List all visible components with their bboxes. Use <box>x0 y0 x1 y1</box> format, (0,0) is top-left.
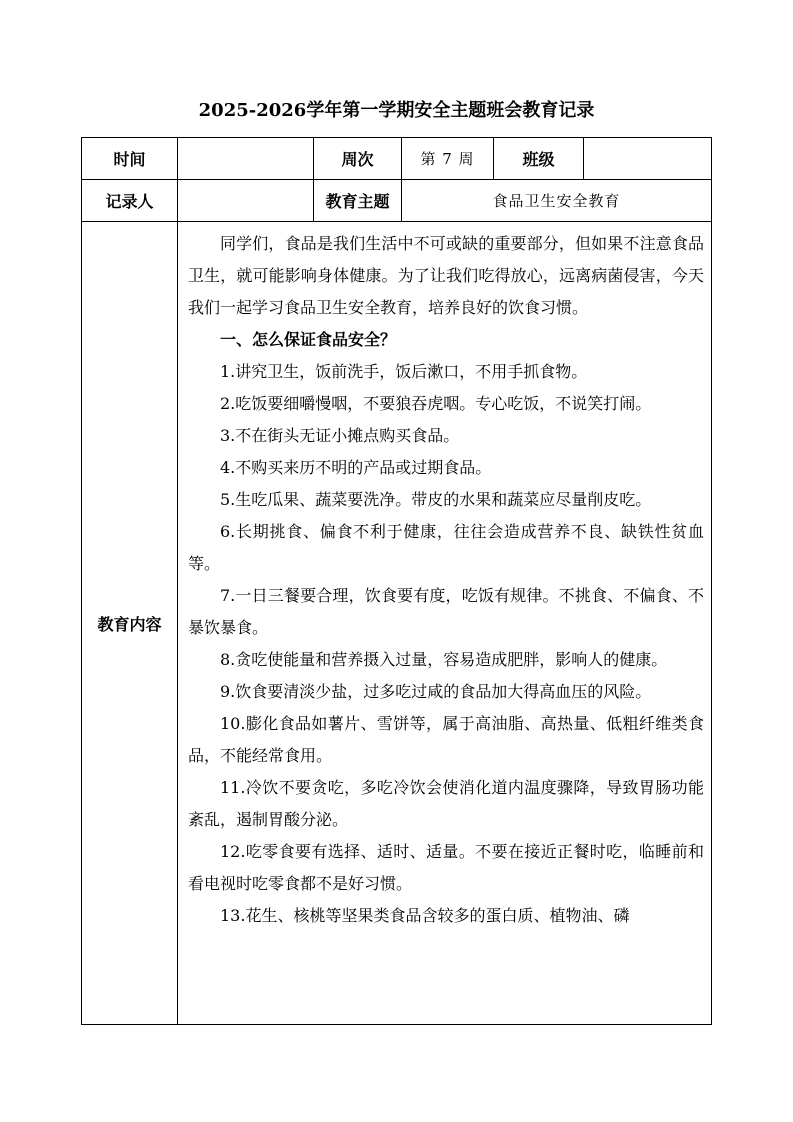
list-item: 4.不购买来历不明的产品或过期食品。 <box>220 458 492 477</box>
list-item: 2.吃饭要细嚼慢咽，不要狼吞虎咽。专心吃饭，不说笑打闹。 <box>220 394 652 413</box>
record-table <box>81 137 712 1025</box>
list-item: 3.不在街头无证小摊点购买食品。 <box>220 426 460 445</box>
time-field[interactable] <box>178 138 314 180</box>
recorder-field[interactable] <box>178 180 314 222</box>
list-item: 11.冷饮不要贪吃，多吃冷饮会使消化道内温度骤降，导致胃肠功能紊乱，遏制胃酸分泌。 <box>188 778 704 829</box>
class-label: 班级 <box>494 138 584 180</box>
list-item: 6.长期挑食、偏食不利于健康，往往会造成营养不良、缺铁性贫血等。 <box>188 522 704 573</box>
list-item: 9.饮食要清淡少盐，过多吃过咸的食品加大得高血压的风险。 <box>220 682 652 701</box>
topic-field[interactable]: 食品卫生安全教育 <box>402 180 712 222</box>
intro-paragraph: 同学们，食品是我们生活中不可或缺的重要部分，但如果不注意食品卫生，就可能影响身体健康。为了让我们吃得放心，远离病菌侵害，今天我们一起学习食品卫生安全教育，培养良好的饮食习惯。 <box>188 234 704 317</box>
row-content <box>82 222 712 1025</box>
list-item: 1.讲究卫生，饭前洗手，饭后漱口，不用手抓食物。 <box>220 362 588 381</box>
content-label: 教育内容 <box>82 222 178 1025</box>
list-item: 8.贪吃使能量和营养摄入过量，容易造成肥胖，影响人的健康。 <box>220 650 668 669</box>
topic-label: 教育主题 <box>314 180 402 222</box>
week-label: 周次 <box>314 138 402 180</box>
page-title: 2025-2026学年第一学期安全主题班会教育记录 <box>198 100 595 121</box>
list-item: 13.花生、核桃等坚果类食品含较多的蛋白质、植物油、磷 <box>220 906 630 925</box>
row-recorder-topic <box>82 180 712 222</box>
content-body[interactable] <box>178 222 712 1025</box>
section-heading: 一、怎么保证食品安全？ <box>220 330 397 349</box>
class-field[interactable] <box>584 138 712 180</box>
row-time-week-class <box>82 138 712 180</box>
time-label: 时间 <box>82 138 178 180</box>
week-field[interactable]: 第 7 周 <box>402 138 494 180</box>
list-item: 10.膨化食品如薯片、雪饼等，属于高油脂、高热量、低粗纤维类食品，不能经常食用。 <box>188 714 704 765</box>
list-item: 12.吃零食要有选择、适时、适量。不要在接近正餐时吃，临睡前和看电视时吃零食都不是好习惯。 <box>188 842 704 893</box>
list-item: 7.一日三餐要合理，饮食要有度，吃饭有规律。不挑食、不偏食、不暴饮暴食。 <box>188 586 704 637</box>
recorder-label: 记录人 <box>82 180 178 222</box>
list-item: 5.生吃瓜果、蔬菜要洗净。带皮的水果和蔬菜应尽量削皮吃。 <box>220 490 652 509</box>
